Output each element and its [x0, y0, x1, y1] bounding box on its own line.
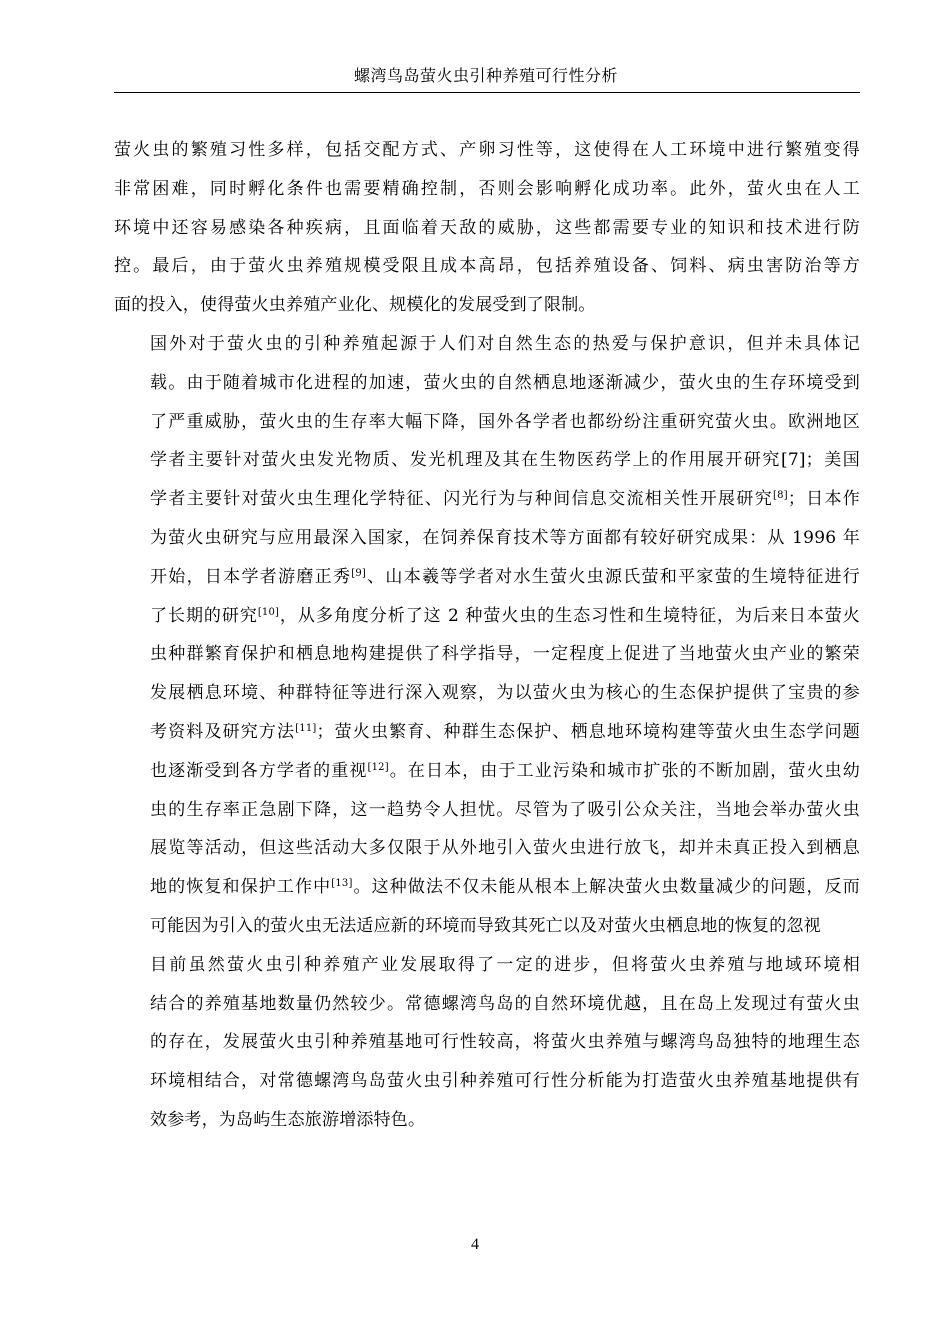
- text-segment: ，从多角度分析了这 2 种萤火虫的生态习性和生境特征，为后来日本萤火: [279, 605, 860, 626]
- text-line: [114, 868, 860, 907]
- citation-ref-8: [8]: [773, 490, 788, 502]
- text-line: 国外对于萤火虫的引种养殖起源于人们对自然生态的热爱与保护意识，但并未具体记: [150, 333, 860, 354]
- text-line: [114, 558, 860, 597]
- text-line: [114, 752, 860, 791]
- text-line: 面的投入，使得萤火虫养殖产业化、规模化的发展受到了限制。: [114, 295, 596, 316]
- text-line: 为萤火虫研究与应用最深入国家，在饲养保育技术等方面都有较好研究成果：从 1996 年: [150, 527, 860, 548]
- text-line: 学者主要针对萤火虫发光物质、发光机理及其在生物医药学上的作用展开研究[7]；美国: [150, 450, 860, 471]
- body-text: [114, 131, 860, 1140]
- text-line: 结合的养殖基地数量仍然较少。常德螺湾鸟岛的自然环境优越，且在岛上发现过有萤火虫: [150, 993, 860, 1014]
- text-line: [114, 480, 860, 519]
- text-line: 虫的生存率正急剧下降，这一趋势令人担忧。尽管为了吸引公众关注，当地会举办萤火虫: [150, 799, 860, 820]
- text-segment: 也逐渐受到各方学者的重视: [150, 760, 368, 781]
- text-line: 非常困难，同时孵化条件也需要精确控制，否则会影响孵化成功率。此外，萤火虫在人工: [114, 178, 860, 199]
- text-line: 发展栖息环境、种群特征等进行深入观察，为以萤火虫为核心的生态保护提供了宝贵的参: [150, 683, 860, 704]
- text-segment: ；日本作: [787, 489, 860, 510]
- text-line: [114, 597, 860, 636]
- paragraph-current-status: [114, 946, 860, 1140]
- citation-ref-9: [9]: [351, 567, 367, 579]
- text-segment: ；萤火虫繁育、种群生态保护、栖息地环境构建等萤火虫生态学问题: [316, 721, 860, 742]
- text-segment: 地的恢复和保护工作中: [150, 877, 332, 898]
- text-segment: 学者主要针对萤火虫生理化学特征、闪光行为与种间信息交流相关性开展研究: [150, 489, 774, 510]
- text-segment: 了长期的研究: [150, 605, 258, 626]
- text-line: 效参考，为岛屿生态旅游增添特色。: [150, 1109, 426, 1130]
- text-segment: 开始，日本学者游磨正秀: [150, 566, 352, 587]
- running-header-title: 螺湾鸟岛萤火虫引种养殖可行性分析: [353, 66, 618, 85]
- paragraph-foreign-research: [114, 325, 860, 946]
- text-line: [114, 713, 860, 752]
- text-line: 可能因为引入的萤火虫无法适应新的环境而导致其死亡以及对萤火虫栖息地的恢复的忽视: [150, 915, 821, 936]
- text-line: 萤火虫的繁殖习性多样，包括交配方式、产卵习性等，这使得在人工环境中进行繁殖变得: [114, 140, 860, 160]
- paragraph-breeding-difficulty: [114, 131, 860, 325]
- text-line: 环境中还容易感染各种疾病，且面临着天敌的威胁，这些都需要专业的知识和技术进行防: [114, 217, 860, 238]
- citation-ref-10: [10]: [257, 606, 280, 618]
- text-line: 环境相结合，对常德螺湾鸟岛萤火虫引种养殖可行性分析能为打造萤火虫养殖基地提供有: [150, 1071, 860, 1092]
- citation-ref-11: [11]: [295, 722, 317, 734]
- text-segment: 、山本羲等学者对水生萤火虫源氏萤和平家萤的生境特征进行: [366, 566, 860, 587]
- text-line: 虫种群繁育保护和栖息地构建提供了科学指导，一定程度上促进了当地萤火虫产业的繁荣: [150, 644, 860, 665]
- header-rule: [114, 92, 860, 93]
- text-segment: 。这种做法不仅未能从根本上解决萤火虫数量减少的问题，反而: [352, 877, 860, 898]
- citation-ref-12: [12]: [367, 761, 389, 773]
- text-segment: 考资料及研究方法: [150, 721, 296, 742]
- text-line: 目前虽然萤火虫引种养殖产业发展取得了一定的进步，但将萤火虫养殖与地域环境相: [150, 954, 860, 975]
- citation-ref-13: [13]: [331, 878, 353, 890]
- text-line: 展览等活动，但这些活动大多仅限于从外地引入萤火虫进行放飞，却并未真正投入到栖息: [150, 838, 860, 859]
- page-number: 4: [471, 1236, 479, 1253]
- text-line: 控。最后，由于萤火虫养殖规模受限且成本高昂，包括养殖设备、饲料、病虫害防治等方: [114, 256, 860, 277]
- text-segment: 。在日本，由于工业污染和城市扩张的不断加剧，萤火虫幼: [388, 760, 861, 781]
- text-line: 的存在，发展萤火虫引种养殖基地可行性较高，将萤火虫养殖与螺湾鸟岛独特的地理生态: [150, 1032, 860, 1053]
- text-line: 载。由于随着城市化进程的加速，萤火虫的自然栖息地逐渐减少，萤火虫的生存环境受到: [150, 372, 860, 393]
- text-line: 了严重威胁，萤火虫的生存率大幅下降，国外各学者也都纷纷注重研究萤火虫。欧洲地区: [150, 411, 860, 432]
